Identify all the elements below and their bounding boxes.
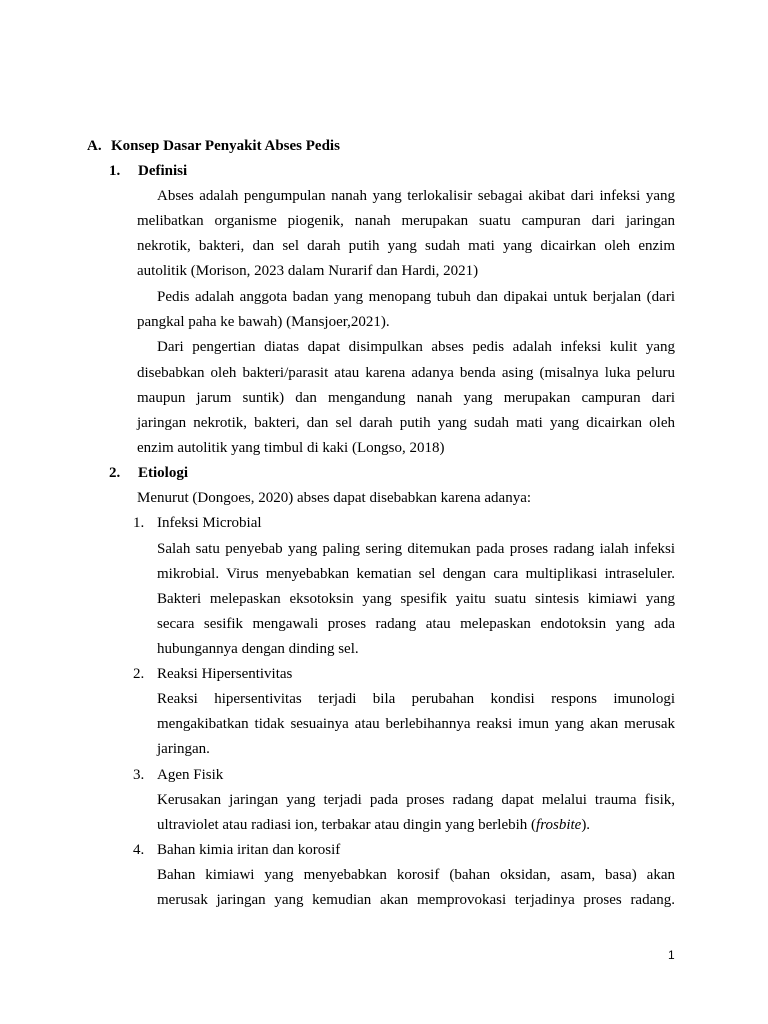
list-item-heading (133, 514, 262, 532)
paragraph-line: Abses adalah pengumpulan nanah yang terlokalisir sebagai akibat dari infeksi yang (157, 188, 675, 204)
paragraph-line: enzim autolitik yang timbul di kaki (Longso, 2018) (137, 440, 445, 456)
list-item-title: Agen Fisik (157, 767, 224, 783)
italic-term: frosbite (536, 817, 582, 833)
paragraph-line: secara sesifik mengawali proses radang atau melepaskan endotoksin yang ada (157, 616, 675, 632)
paragraph-line: pangkal paha ke bawah) (Mansjoer,2021). (137, 314, 390, 330)
paragraph-line: jaringan. (157, 741, 210, 757)
paragraph-line: merusak jaringan yang kemudian akan memprovokasi terjadinya proses radang. (157, 892, 675, 908)
paragraph-line: maupun jarum suntik) dan mengandung nanah yang merupakan campuran dari (137, 390, 675, 406)
list-item-heading (133, 766, 223, 784)
paragraph-line: mikrobial. Virus menyebabkan kematian sel dengan cara multiplikasi intraseluler. (157, 566, 675, 582)
paragraph-line (157, 816, 675, 834)
page-number: 1 (668, 948, 675, 962)
subsection-heading-etiologi (109, 464, 188, 482)
list-marker: 4. (133, 842, 145, 858)
subsection-heading-definisi (109, 162, 187, 180)
subsection-title: Etiologi (138, 465, 189, 481)
paragraph-line: autolitik (Morison, 2023 dalam Nurarif dan Hardi, 2021) (137, 263, 479, 279)
paragraph-line: Dari pengertian diatas dapat disimpulkan abses pedis adalah infeksi kulit yang (157, 339, 675, 355)
paragraph-line: Kerusakan jaringan yang terjadi pada proses radang dapat melalui trauma fisik, (157, 792, 675, 808)
paragraph-line: nekrotik, bakteri, dan sel darah putih yang sudah mati yang dicairkan oleh enzim (137, 238, 675, 254)
subsection-title: Definisi (138, 163, 188, 179)
paragraph-line: disebabkan oleh bakteri/parasit atau karena adanya benda asing (misalnya luka peluru (137, 365, 675, 381)
list-item-heading (133, 841, 340, 859)
subsection-marker: 1. (109, 163, 121, 179)
list-item-title: Reaksi Hipersentivitas (157, 666, 293, 682)
text-run: ultraviolet atau radiasi ion, terbakar atau dingin yang berlebih ( (157, 817, 537, 833)
list-marker: 3. (133, 767, 145, 783)
paragraph-line: mengakibatkan tidak sesuainya atau berlebihannya reaksi imun yang akan merusak (157, 716, 675, 732)
paragraph-line: Salah satu penyebab yang paling sering ditemukan pada proses radang ialah infeksi (157, 541, 675, 557)
list-marker: 2. (133, 666, 145, 682)
paragraph-line: Bakteri melepaskan eksotoksin yang spesifik yaitu suatu sintesis kimiawi yang (157, 591, 675, 607)
section-heading (87, 137, 340, 155)
paragraph-line: Reaksi hipersentivitas terjadi bila perubahan kondisi respons imunologi (157, 691, 675, 707)
etiologi-intro: Menurut (Dongoes, 2020) abses dapat disebabkan karena adanya: (137, 490, 532, 506)
paragraph-line: Bahan kimiawi yang menyebabkan korosif (bahan oksidan, asam, basa) akan (157, 867, 675, 883)
paragraph-line: hubungannya dengan dinding sel. (157, 641, 359, 657)
list-item-title: Bahan kimia iritan dan korosif (157, 842, 341, 858)
subsection-marker: 2. (109, 465, 121, 481)
list-marker: 1. (133, 515, 145, 531)
section-marker: A. (87, 138, 102, 154)
text-run: ). (581, 817, 591, 833)
paragraph-line: Pedis adalah anggota badan yang menopang tubuh dan dipakai untuk berjalan (dari (157, 289, 675, 305)
section-title: Konsep Dasar Penyakit Abses Pedis (111, 138, 340, 154)
paragraph-line: melibatkan organisme piogenik, nanah merupakan suatu campuran dari jaringan (137, 213, 675, 229)
paragraph-line: jaringan nekrotik, bakteri, dan sel darah putih yang sudah mati yang dicairkan oleh (137, 415, 675, 431)
list-item-heading (133, 665, 292, 683)
list-item-title: Infeksi Microbial (157, 515, 262, 531)
